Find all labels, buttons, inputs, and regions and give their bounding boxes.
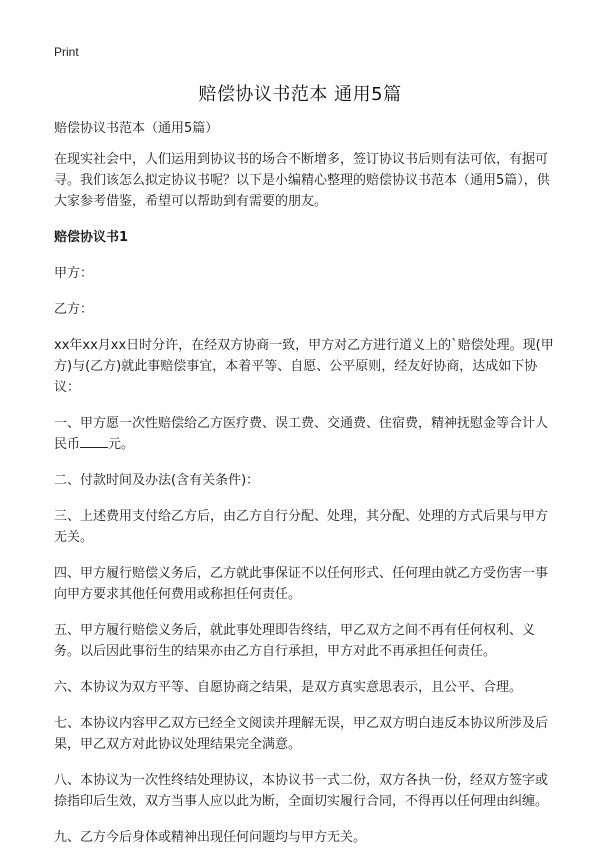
clause-4: 四、甲方履行赔偿义务后，乙方就此事保证不以任何形式、任何理由就乙方受伤害一事向甲方要求其他任何费用或称担任何责任。	[54, 566, 549, 602]
clause-6: 六、本协议为双方平等、自愿协商之结果，是双方真实意思表示，且公平、合理。	[54, 680, 523, 695]
clause-1-unit: 元。	[108, 437, 135, 452]
party-b-line: 乙方：	[54, 302, 94, 317]
section-heading: 赔偿协议书1	[54, 230, 129, 245]
print-link[interactable]: Print	[54, 45, 79, 59]
clause-9: 九、乙方今后身体或精神出现任何问题均与甲方无关。	[54, 830, 367, 845]
amount-blank	[80, 435, 108, 448]
clause-5: 五、甲方履行赔偿义务后，就此事处理即告终结，甲乙双方之间不再有任何权利、义务。以后因此事衍生的结果亦由乙方自行承担，甲方对此不再承担任何责任。	[54, 623, 536, 659]
agreement-preamble: xx年xx月xx日时分许，在经双方协商一致，甲方对乙方进行道义上的`赔偿处理。现(甲方)与(乙方)就此事赔偿事宜，本着平等、自愿、公平原则，经友好协商，达成如下协议：	[54, 338, 554, 395]
intro-paragraph: 在现实社会中，人们运用到协议书的场合不断增多，签订协议书后则有法可依，有据可寻。我们该怎么拟定协议书呢？以下是小编精心整理的赔偿协议书范本（通用5篇），供大家参考借鉴，希望可以帮助到有需要的朋友。	[54, 152, 550, 209]
page-title: 赔偿协议书范本 通用5篇	[198, 84, 402, 105]
clause-7: 七、本协议内容甲乙双方已经全文阅读并理解无误，甲乙双方明白违反本协议所涉及后果，甲乙双方对此协议处理结果完全满意。	[54, 716, 549, 752]
clause-3: 三、上述费用支付给乙方后，由乙方自行分配、处理，其分配、处理的方式后果与甲方无关。	[54, 509, 549, 545]
document-body	[54, 118, 554, 863]
clause-8: 八、本协议为一次性终结处理协议，本协议书一式二份，双方各执一份，经双方签字或捺指印后生效，双方当事人应以此为断，全面切实履行合同，不得再以任何理由纠缠。	[54, 773, 549, 809]
clause-2: 二、付款时间及办法(含有关条件)：	[54, 473, 260, 488]
document-subtitle: 赔偿协议书范本（通用5篇）	[54, 121, 219, 136]
clause-1	[54, 413, 554, 455]
clause-1-text: 一、甲方愿一次性赔偿给乙方医疗费、误工费、交通费、住宿费，精神抚慰金等合计人民币	[54, 416, 549, 452]
party-a-line: 甲方：	[54, 266, 94, 281]
